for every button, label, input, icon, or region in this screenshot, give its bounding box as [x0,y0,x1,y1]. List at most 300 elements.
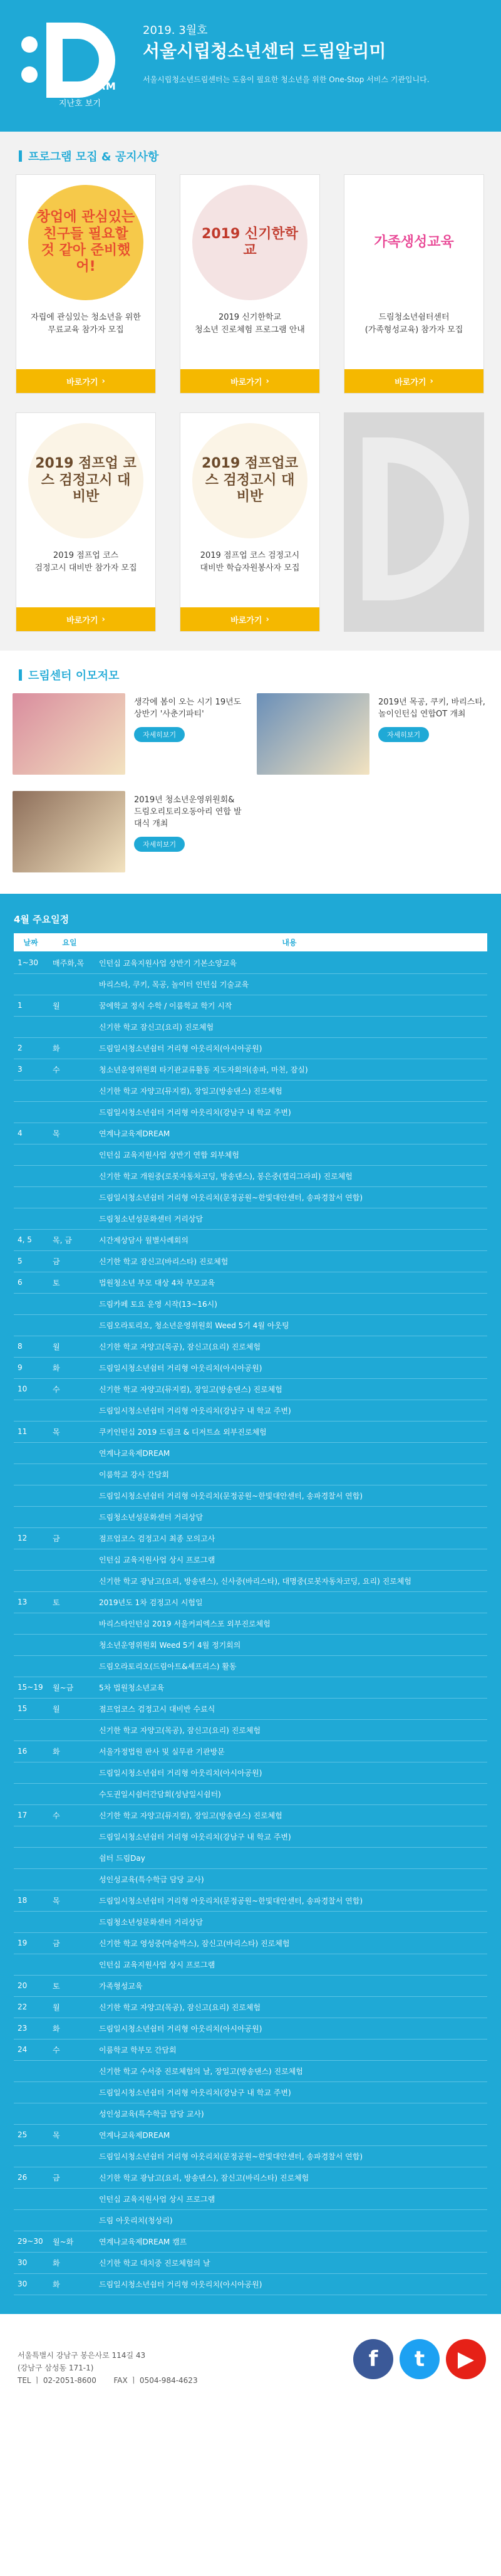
program-title-line-1: 자립에 관심있는 청소년을 위한 [31,313,141,322]
program-title-line-1: 2019 신기한학교 [218,313,281,322]
schedule-row [14,2188,487,2209]
schedule-row [14,1080,487,1101]
schedule-content: 꿈에학교 정식 수학 / 이룸학교 학기 시작 [91,995,487,1016]
schedule-content: 신기한 학교 광남고(요리, 방송댄스), 잠신고(바리스타) 진로체험 [91,2167,487,2188]
schedule-content: 신기한 학교 광남고(요리, 방송댄스), 신사중(바리스타), 대명중(로봇자동차코딩, 요리) 진로체험 [91,1570,487,1591]
schedule-content: 드림오라토리오(드림아트&셰프리스) 활동 [91,1655,487,1677]
schedule-row [14,1485,487,1506]
schedule-day: 화 [48,1037,91,1059]
schedule-row [14,1804,487,1826]
schedule-date [14,1762,48,1783]
schedule-date [14,2188,48,2209]
schedule-content: 바리스타인턴십 2019 서울커피엑스포 외부진로체험 [91,1613,487,1634]
schedule-row [14,1549,487,1570]
schedule-title: 4월 주요일정 [14,914,70,925]
schedule-day [48,1101,91,1123]
schedule-date [14,2060,48,2081]
footer-address [18,2349,198,2387]
page-title: 서울시립청소년센터 드림알리미 [143,41,386,61]
more-label: 바로가기 [230,377,262,387]
schedule-content: 드림일시청소년쉼터 거리형 아웃리치(아시아공원) [91,1762,487,1783]
schedule-date [14,1101,48,1123]
schedule-content: 드림일시청소년쉼터 거리형 아웃리치(아시아공원) [91,2018,487,2039]
chevron-right-icon: › [266,614,269,624]
program-title-line-2: 청소년 진로체험 프로그램 안내 [195,325,305,335]
schedule-row [14,1144,487,1165]
schedule-date: 16 [14,1741,48,1762]
schedule-date: 3 [14,1059,48,1080]
schedule-content: 가족형성교육 [91,1975,487,1996]
schedule-content: 신기한 학교 자양고(목공), 잠신고(요리) 진로체험 [91,1996,487,2018]
schedule-date: 5 [14,1250,48,1272]
schedule-content: 바리스타, 쿠키, 목공, 놀이터 인턴십 기술교육 [91,973,487,995]
schedule-date [14,1613,48,1634]
schedule-date [14,1485,48,1506]
schedule-date [14,1144,48,1165]
schedule-day [48,1506,91,1527]
schedule-day [48,1655,91,1677]
schedule-date [14,1165,48,1186]
schedule-row [14,1677,487,1698]
schedule-day: 목 [48,1421,91,1442]
schedule-day: 금 [48,1527,91,1549]
news-item[interactable] [13,791,244,872]
schedule-row [14,1527,487,1549]
schedule-day: 목 [48,1890,91,1911]
header-day: 요일 [48,933,91,952]
schedule-row [14,1698,487,1719]
program-thumbnail[interactable] [192,423,307,538]
schedule-day [48,1442,91,1463]
news-body [125,791,244,872]
schedule-date: 30 [14,2252,48,2273]
schedule-content: 신기한 학교 잠신고(요리) 진로체험 [91,1016,487,1037]
header-date: 날짜 [14,933,48,952]
program-more-button[interactable] [16,607,155,631]
schedule-row [14,1336,487,1357]
schedule-content: 이룸학교 학부모 간담회 [91,2039,487,2060]
schedule-content: 드림일시청소년쉼터 거리형 아웃리치(강남구 내 학교 주변) [91,1101,487,1123]
program-thumbnail-text: 창업에 관심있는 친구들 필요할 것 같아 준비했어! [36,209,135,275]
chevron-right-icon: › [101,376,105,386]
schedule-date: 6 [14,1272,48,1293]
youtube-icon[interactable]: ▶ [446,2339,486,2379]
section-marker [19,669,22,681]
schedule-row [14,2039,487,2060]
news-photo[interactable] [257,693,369,775]
schedule-day [48,1485,91,1506]
program-card[interactable] [16,412,156,632]
schedule-row [14,2273,487,2295]
program-title-line-2: (가족형성교육) 참가자 모집 [364,325,463,335]
schedule-content: 드림청소년성문화센터 거리상담 [91,1911,487,1932]
news-body [369,693,488,775]
schedule-row [14,1400,487,1421]
schedule-content: 드림일시청소년쉼터 거리형 아웃리치(강남구 내 학교 주변) [91,2081,487,2103]
schedule-row [14,1037,487,1059]
schedule-day: 토 [48,1591,91,1613]
schedule-day [48,2060,91,2081]
schedule-date [14,1400,48,1421]
schedule-day [48,2209,91,2231]
schedule-row [14,1826,487,1847]
schedule-row [14,1868,487,1890]
schedule-row [14,2252,487,2273]
chevron-right-icon: › [430,376,433,386]
schedule-day: 수 [48,1059,91,1080]
schedule-day: 금 [48,1250,91,1272]
past-issue-link[interactable]: 지난호 보기 [59,99,101,108]
schedule-day [48,1080,91,1101]
program-thumbnail[interactable] [356,185,472,300]
more-label: 바로가기 [230,615,262,626]
program-thumbnail-text: 가족생성교육 [374,234,454,250]
footer [0,2314,501,2414]
news-title: 드림센터 이모저모 [28,669,120,683]
schedule-row [14,973,487,995]
schedule-day: 화 [48,1357,91,1378]
program-title-line-1: 드림청소년쉼터센터 [378,313,450,322]
logo-word: DREAM [73,80,116,92]
schedule-row [14,1613,487,1634]
schedule-date: 17 [14,1804,48,1826]
schedule-content: 신기한 학교 대치중 진로체험의 날 [91,2252,487,2273]
schedule-date: 9 [14,1357,48,1378]
schedule-date: 1~30 [14,952,48,973]
schedule-row [14,1123,487,1144]
schedule-row [14,2231,487,2252]
schedule-day: 월~화 [48,2231,91,2252]
schedule-row [14,1272,487,1293]
schedule-date [14,1549,48,1570]
more-label: 바로가기 [66,377,98,387]
schedule-row [14,2103,487,2124]
schedule-day [48,1144,91,1165]
schedule-day: 목 [48,1123,91,1144]
schedule-row [14,1783,487,1804]
schedule-row [14,2145,487,2167]
schedule-row [14,1719,487,1741]
news-more-button[interactable]: 자세히보기 [378,727,429,742]
schedule-date: 15~19 [14,1677,48,1698]
schedule-row [14,1591,487,1613]
schedule-row [14,1932,487,1954]
schedule-row [14,2124,487,2145]
schedule-content: 신기한 학교 자양고(뮤지컬), 장일고(방송댄스) 진로체험 [91,1378,487,1400]
chevron-right-icon: › [101,614,105,624]
contact-line [18,2374,198,2387]
schedule-day: 월 [48,1336,91,1357]
schedule-row [14,952,487,973]
program-thumbnail[interactable] [192,185,307,300]
schedule-content: 드림일시청소년쉼터 거리형 아웃리치(문정공원~한빛대안센터, 송파경찰서 연합) [91,1186,487,1208]
placeholder-card [344,412,484,632]
schedule-date [14,1080,48,1101]
news-more-button[interactable]: 자세히보기 [134,727,185,742]
schedule-date: 26 [14,2167,48,2188]
schedule-date: 8 [14,1336,48,1357]
chevron-right-icon: › [266,376,269,386]
schedule-date [14,2081,48,2103]
schedule-content: 2019년도 1차 검정고시 시험일 [91,1591,487,1613]
schedule-day: 화 [48,1741,91,1762]
news-item[interactable] [257,693,488,775]
schedule-content: 신기한 학교 개원중(로봇자동차코딩, 방송댄스), 봉은중(캘리그라피) 진로체험 [91,1165,487,1186]
schedule-content: 수도권일시쉼터간담회(성남일시쉼터) [91,1783,487,1804]
schedule-date [14,1847,48,1868]
schedule-row [14,1357,487,1378]
schedule-content: 청소년운영위원회 타기관교류활동 지도자회의(송파, 마천, 잠실) [91,1059,487,1080]
schedule-date [14,1186,48,1208]
schedule-content: 신기한 학교 잠신고(바리스타) 진로체험 [91,1250,487,1272]
schedule-row [14,1634,487,1655]
schedule-content: 신기한 학교 자양고(뮤지컬), 장일고(방송댄스) 진로체험 [91,1804,487,1826]
schedule-date: 12 [14,1527,48,1549]
facebook-icon[interactable]: f [353,2339,393,2379]
schedule-row [14,1293,487,1314]
schedule-day: 화 [48,2273,91,2295]
schedule-row [14,1101,487,1123]
program-title-line-2: 대비반 학습자원봉사자 모집 [200,563,300,573]
schedule-day [48,973,91,995]
schedule-content: 연계나교육제DREAM [91,1123,487,1144]
schedule-row [14,1741,487,1762]
schedule-content: 인턴십 교육지원사업 상반기 기본소양교육 [91,952,487,973]
header-banner [0,0,501,132]
programs-section [0,132,501,651]
schedule-date: 10 [14,1378,48,1400]
news-text: 2019년 청소년운영위원회& 드림오리토리오동아리 연합 발대식 개최 [134,795,242,829]
schedule-row [14,1165,487,1186]
schedule-day [48,2103,91,2124]
schedule-content: 신기한 학교 수서중 진로체험의 날, 장일고(방송댄스) 진로체험 [91,2060,487,2081]
schedule-day: 목, 금 [48,1229,91,1250]
schedule-table [14,933,487,2295]
schedule-content: 드림일시청소년쉼터 거리형 아웃리치(아시아공원) [91,1037,487,1059]
schedule-day: 월 [48,1698,91,1719]
schedule-row [14,1208,487,1229]
logo-dots [21,36,38,97]
schedule-content: 연계나교육제DREAM [91,1442,487,1463]
schedule-date [14,1208,48,1229]
schedule-row [14,1506,487,1527]
schedule-day: 월~금 [48,1677,91,1698]
schedule-day [48,2145,91,2167]
schedule-date [14,1826,48,1847]
schedule-day [48,1954,91,1975]
news-body [125,693,244,775]
schedule-content: 드림 아웃리치(청상리) [91,2209,487,2231]
schedule-content: 점프업코스 검정고시 최종 모의고사 [91,1527,487,1549]
schedule-content: 시간제상담사 월별사례회의 [91,1229,487,1250]
twitter-icon[interactable]: t [400,2339,440,2379]
schedule-date: 4 [14,1123,48,1144]
program-title-line-2: 검정고시 대비반 참가자 모집 [34,563,137,573]
schedule-date: 29~30 [14,2231,48,2252]
schedule-day [48,1463,91,1485]
schedule-day [48,1613,91,1634]
program-more-button[interactable] [180,607,319,631]
schedule-date: 19 [14,1932,48,1954]
program-card[interactable] [180,174,320,394]
program-more-button[interactable] [16,369,155,393]
programs-title: 프로그램 모집 & 공지사항 [28,150,159,164]
news-text: 2019년 목공, 쿠키, 바리스타, 놀이인턴십 연합OT 개최 [378,698,485,719]
schedule-day [48,1208,91,1229]
header-description: 서울시립청소년드림센터는 도움이 필요한 청소년을 위한 One-Stop 서비스 기관입니다. [143,75,430,84]
schedule-date [14,1314,48,1336]
schedule-row [14,2081,487,2103]
program-card[interactable] [344,174,484,394]
news-item[interactable] [13,693,244,775]
schedule-date [14,1506,48,1527]
news-photo[interactable] [13,693,125,775]
schedule-content: 드림일시청소년쉼터 거리형 아웃리치(아시아공원) [91,2273,487,2295]
schedule-row [14,1378,487,1400]
schedule-content: 성인성교육(특수학급 담당 교사) [91,1868,487,1890]
schedule-date: 20 [14,1975,48,1996]
schedule-content: 드림청소년성문화센터 거리상담 [91,1208,487,1229]
schedule-day [48,1570,91,1591]
program-title-line-1: 2019 점프업 코스 [53,551,119,560]
schedule-row [14,1975,487,1996]
schedule-row [14,1016,487,1037]
program-thumbnail[interactable] [28,185,143,300]
schedule-date [14,1570,48,1591]
schedule-row [14,2018,487,2039]
schedule-content: 5차 법원청소년교육 [91,1677,487,1698]
schedule-date: 18 [14,1890,48,1911]
dream-logo[interactable] [15,18,128,112]
schedule-day [48,1293,91,1314]
schedule-date [14,973,48,995]
schedule-date [14,1634,48,1655]
schedule-day: 토 [48,1272,91,1293]
header-content: 내용 [91,933,487,952]
schedule-row [14,1229,487,1250]
schedule-date: 30 [14,2273,48,2295]
schedule-day: 월 [48,1996,91,2018]
program-thumbnail-text: 2019 점프업코스 검정고시 대비반 [202,456,298,505]
schedule-content: 드림일시청소년쉼터 거리형 아웃리치(강남구 내 학교 주변) [91,1400,487,1421]
schedule-day [48,1549,91,1570]
schedule-row [14,1442,487,1463]
schedule-content: 법원청소년 부모 대상 4차 부모교육 [91,1272,487,1293]
news-text: 생각에 봄이 오는 시기 19년도 상반기 '사춘기파티' [134,698,242,719]
schedule-row [14,1463,487,1485]
schedule-row [14,1996,487,2018]
schedule-day [48,1186,91,1208]
schedule-date [14,1442,48,1463]
schedule-day: 매주화,목 [48,952,91,973]
schedule-date [14,1016,48,1037]
news-more-button[interactable]: 자세히보기 [134,837,185,852]
program-card[interactable] [16,174,156,394]
schedule-content: 쉼터 드림Day [91,1847,487,1868]
schedule-content: 신기한 학교 자양고(목공), 잠신고(요리) 진로체험 [91,1336,487,1357]
schedule-day: 화 [48,2018,91,2039]
program-thumbnail-text: 2019 신기한학교 [202,226,298,258]
schedule-content: 이룸학교 강사 간담회 [91,1463,487,1485]
schedule-content: 성인성교육(특수학급 담당 교사) [91,2103,487,2124]
schedule-row [14,1890,487,1911]
schedule-day: 수 [48,1378,91,1400]
schedule-content: 인턴십 교육지원사업 상반기 연합 외부체험 [91,1144,487,1165]
program-thumbnail[interactable] [28,423,143,538]
schedule-content: 드림일시청소년쉼터 거리형 아웃리치(강남구 내 학교 주변) [91,1826,487,1847]
schedule-day [48,1400,91,1421]
schedule-content: 신기한 학교 영성중(마술박스), 잠신고(바리스타) 진로체험 [91,1932,487,1954]
schedule-day [48,1634,91,1655]
schedule-date [14,1868,48,1890]
program-title-line-2: 무료교육 참가자 모집 [48,325,124,335]
schedule-day [48,2188,91,2209]
schedule-content: 쿠키인턴십 2019 드림크 & 디저트쇼 외부진로체험 [91,1421,487,1442]
schedule-section [0,894,501,2314]
programs-grid [0,174,501,632]
schedule-day [48,1762,91,1783]
schedule-date: 24 [14,2039,48,2060]
schedule-content: 드림청소년성문화센터 거리상담 [91,1506,487,1527]
schedule-day [48,2081,91,2103]
schedule-day: 금 [48,2167,91,2188]
schedule-date: 2 [14,1037,48,1059]
program-card[interactable] [180,412,320,632]
social-links [353,2339,486,2379]
schedule-day [48,1314,91,1336]
schedule-row [14,1911,487,1932]
program-title-line-1: 2019 점프업 코스 검정고시 [200,551,300,560]
schedule-date [14,1783,48,1804]
issue-label: 2019. 3월호 [143,24,208,37]
schedule-row [14,1954,487,1975]
schedule-row [14,1570,487,1591]
program-more-button[interactable] [180,369,319,393]
schedule-date: 23 [14,2018,48,2039]
schedule-day [48,1783,91,1804]
schedule-date [14,1655,48,1677]
schedule-content: 연계나교육제DREAM [91,2124,487,2145]
schedule-header-row [14,933,487,952]
tel: TEL ㅣ 02-2051-8600 [18,2376,96,2385]
schedule-day [48,1911,91,1932]
schedule-date [14,2145,48,2167]
schedule-content: 드림일시청소년쉼터 거리형 아웃리치(문정공원~한빛대안센터, 송파경찰서 연합) [91,2145,487,2167]
program-more-button[interactable] [344,369,483,393]
schedule-row [14,1186,487,1208]
schedule-row [14,1762,487,1783]
address-line-2: (강남구 삼성동 171-1) [18,2363,94,2372]
fax: FAX ㅣ 0504-984-4623 [113,2376,198,2385]
schedule-content: 드림일시청소년쉼터 거리형 아웃리치(아시아공원) [91,1357,487,1378]
schedule-content: 인턴십 교육지원사업 상시 프로그램 [91,1954,487,1975]
schedule-day: 월 [48,995,91,1016]
schedule-row [14,1314,487,1336]
schedule-content: 서울가정법원 판사 및 실무관 기관방문 [91,1741,487,1762]
schedule-row [14,1250,487,1272]
schedule-content: 점프업코스 검정고시 대비반 수료식 [91,1698,487,1719]
schedule-day [48,1868,91,1890]
schedule-content: 드림오라토리오, 청소년운영위원회 Weed 5기 4월 아웃팅 [91,1314,487,1336]
schedule-content: 드림일시청소년쉼터 거리형 아웃리치(문정공원~한빛대안센터, 송파경찰서 연합) [91,1890,487,1911]
schedule-date [14,2103,48,2124]
schedule-date: 4, 5 [14,1229,48,1250]
news-photo[interactable] [13,791,125,872]
schedule-row [14,1421,487,1442]
more-label: 바로가기 [66,615,98,626]
schedule-day [48,1165,91,1186]
schedule-content: 인턴십 교육지원사업 상시 프로그램 [91,2188,487,2209]
